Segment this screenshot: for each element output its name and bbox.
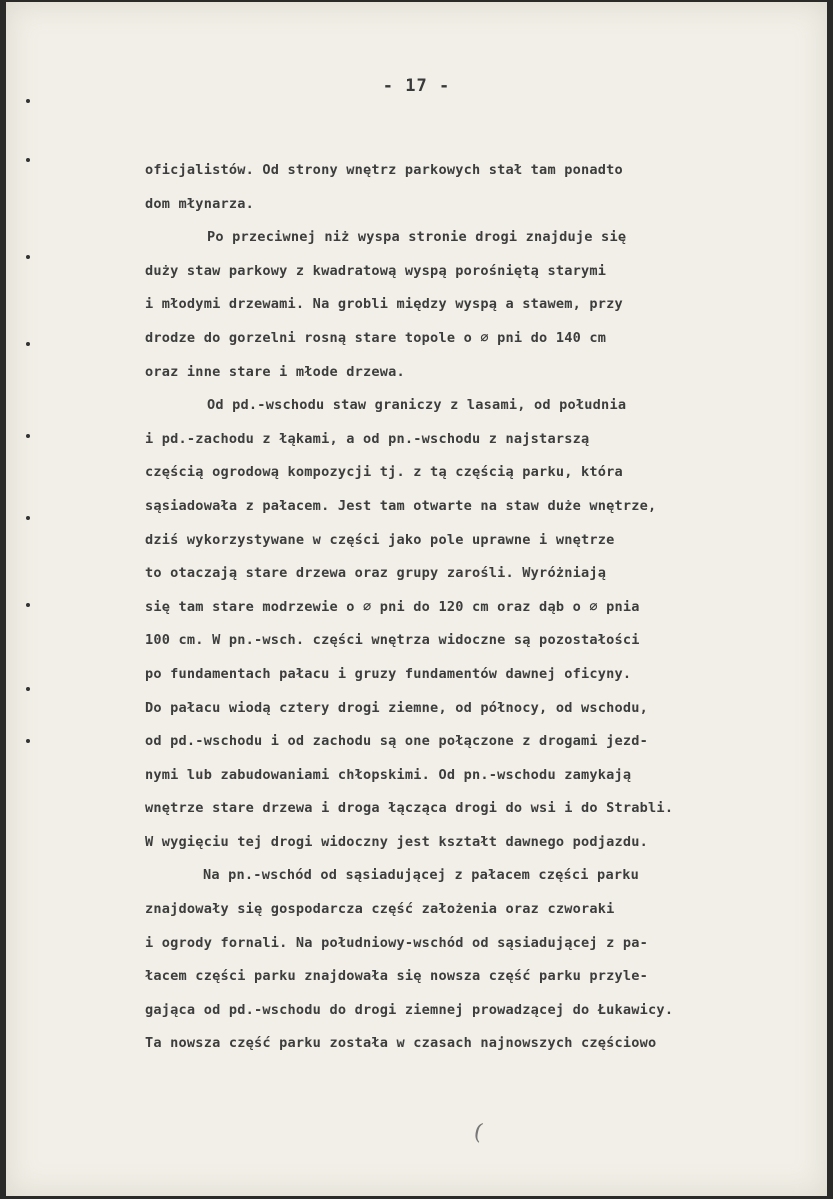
punch-hole-mark [26, 99, 30, 103]
text-line: Do pałacu wiodą cztery drogi ziemne, od północy, od wschodu, [145, 699, 649, 716]
text-line: Po przeciwnej niż wyspa stronie drogi znajduje się [207, 229, 627, 246]
text-line: się tam stare modrzewie o ∅ pni do 120 cm oraz dąb o ∅ pnia [145, 598, 640, 615]
text-line: Ta nowsza część parku została w czasach najnowszych częściowo [145, 1035, 657, 1052]
text-line: znajdowały się gospodarcza część założenia oraz czworaki [145, 901, 615, 918]
punch-hole-mark [26, 687, 30, 691]
text-line: i pd.-zachodu z łąkami, a od pn.-wschodu z najstarszą [145, 430, 590, 447]
text-line: duży staw parkowy z kwadratową wyspą porośniętą starymi [145, 262, 607, 279]
punch-hole-mark [26, 739, 30, 743]
text-line: częścią ogrodową kompozycji tj. z tą częścią parku, która [145, 464, 623, 481]
text-line: oficjalistów. Od strony wnętrz parkowych stał tam ponadto [145, 162, 623, 178]
punch-hole-mark [26, 603, 30, 607]
text-line: od pd.-wschodu i od zachodu są one połączone z drogami jezd- [145, 733, 649, 750]
text-line: dom młynarza. [145, 195, 254, 212]
text-line: sąsiadowała z pałacem. Jest tam otwarte na staw duże wnętrze, [145, 497, 657, 514]
text-line: nymi lub zabudowaniami chłopskimi. Od pn.-wschodu zamykają [145, 766, 632, 783]
text-line: Od pd.-wschodu staw graniczy z lasami, od południa [207, 397, 627, 414]
punch-hole-mark [26, 434, 30, 438]
punch-hole-mark [26, 516, 30, 520]
text-line: oraz inne stare i młode drzewa. [145, 363, 405, 380]
text-line: Na pn.-wschód od sąsiadującej z pałacem części parku [203, 867, 639, 884]
text-line: po fundamentach pałacu i gruzy fundamentów dawnej oficyny. [145, 665, 632, 682]
punch-hole-mark [26, 255, 30, 259]
text-line: W wygięciu tej drogi widoczny jest kształt dawnego podjazdu. [145, 833, 649, 850]
text-line: i młodymi drzewami. Na grobli między wyspą a stawem, przy [145, 296, 623, 313]
text-line: gająca od pd.-wschodu do drogi ziemnej prowadzącej do Łukawicy. [145, 1001, 674, 1018]
text-line: łacem części parku znajdowała się nowsza część parku przyle- [145, 968, 649, 985]
pencil-mark: ( [471, 1119, 486, 1146]
text-line: i ogrody fornali. Na południowy-wschód od sąsiadującej z pa- [145, 934, 649, 951]
punch-hole-mark [26, 342, 30, 346]
punch-hole-mark [26, 158, 30, 162]
text-line: 100 cm. W pn.-wsch. części wnętrza widoczne są pozostałości [145, 632, 640, 649]
text-line: to otaczają stare drzewa oraz grupy zarośli. Wyróżniają [145, 565, 607, 582]
text-line: drodze do gorzelni rosną stare topole o ∅ pni do 140 cm [145, 329, 607, 346]
document-page [6, 2, 827, 1196]
body-text [145, 154, 820, 1061]
text-line: wnętrze stare drzewa i droga łącząca drogi do wsi i do Strabli. [145, 800, 674, 817]
page-number: - 17 - [382, 76, 451, 96]
text-line: dziś wykorzystywane w części jako pole uprawne i wnętrze [145, 531, 615, 548]
